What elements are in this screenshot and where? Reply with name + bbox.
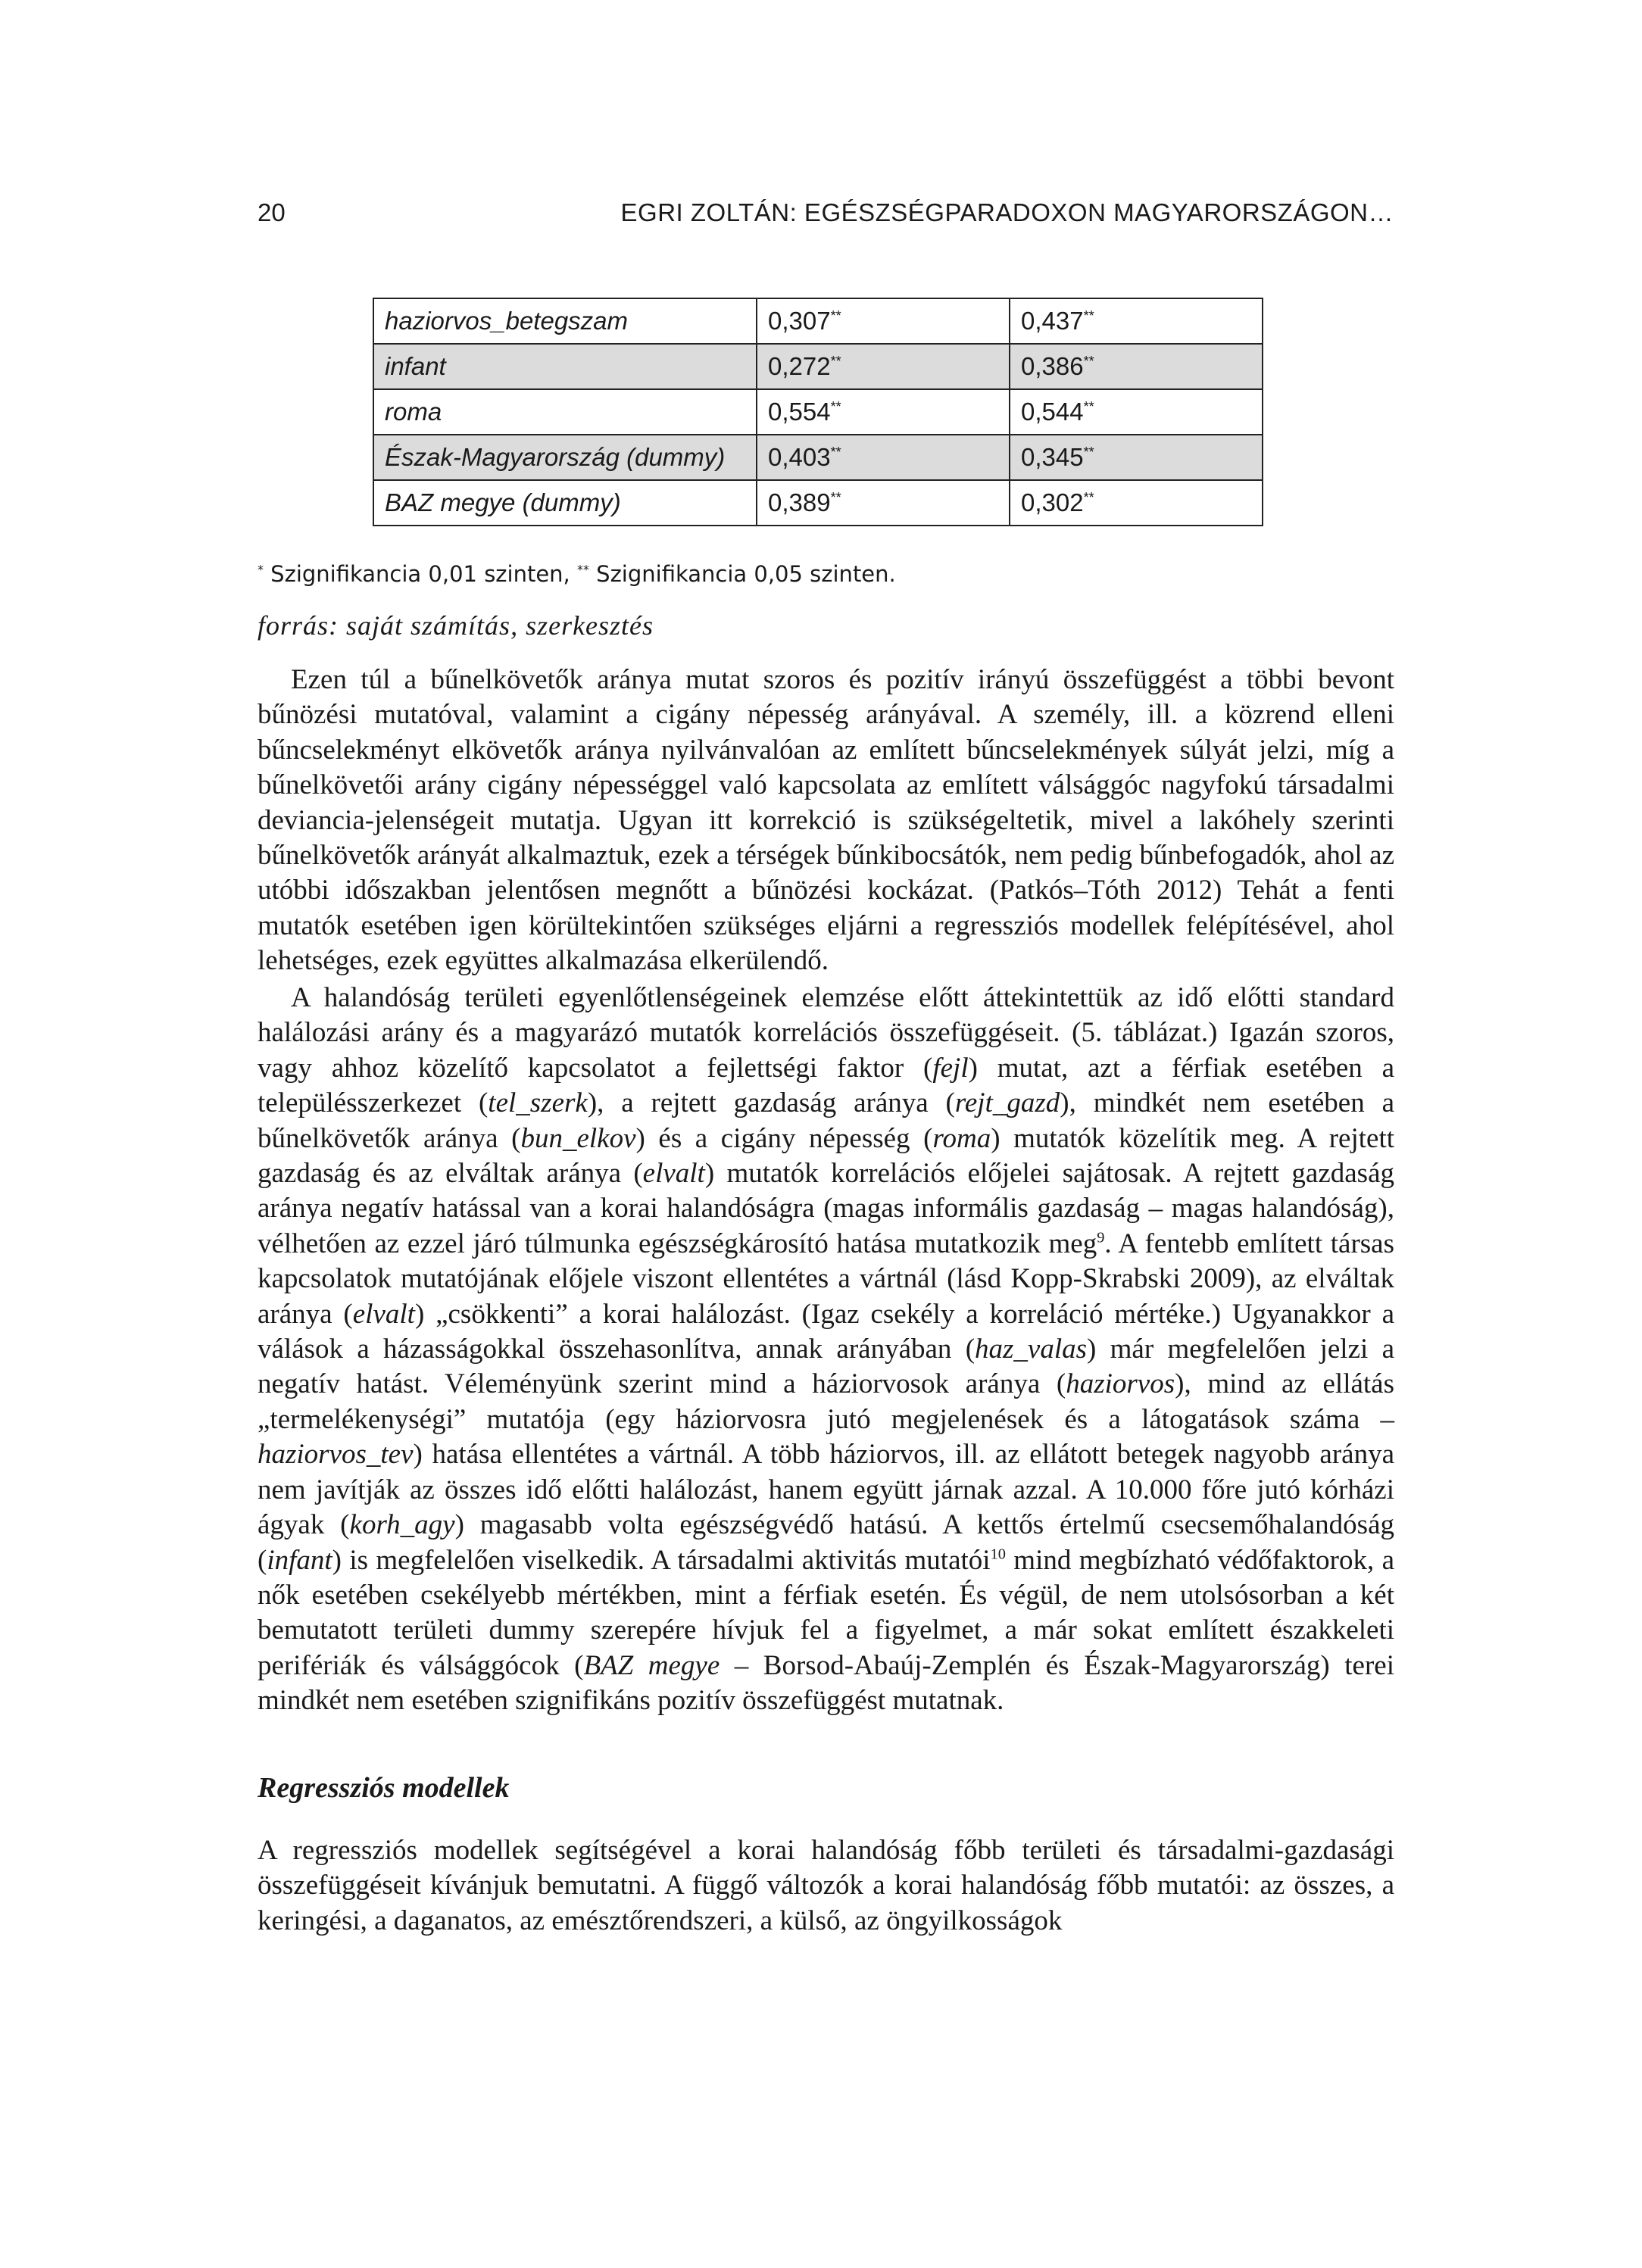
footnote-ref: 10: [990, 1546, 1006, 1563]
table-row: [373, 298, 1263, 344]
table-cell-value: 0,437**: [1010, 298, 1263, 344]
table-cell-value: 0,403**: [757, 435, 1010, 480]
table-cell-value: 0,389**: [757, 480, 1010, 526]
table-cell-value: 0,302**: [1010, 480, 1263, 526]
table-cell-variable: haziorvos_betegszam: [373, 298, 757, 344]
table-cell-variable: infant: [373, 344, 757, 389]
body-paragraph: A regressziós modellek segítségével a korai halandóság főbb területi és társadalmi-gazdasági összefüggéseit kívánjuk bemutatni. A függő változók a korai halandóság főbb mutatói: az összes, a keringési, a daganatos, az emésztőrendszeri, a külső, az öngyilkosságok: [258, 1835, 1394, 1936]
table-cell-value: 0,345**: [1010, 435, 1263, 480]
table-cell-value: 0,386**: [1010, 344, 1263, 389]
table-cell-value: 0,272**: [757, 344, 1010, 389]
running-title: EGRI ZOLTÁN: EGÉSZSÉGPARADOXON MAGYARORSZÁGON…: [620, 198, 1394, 226]
body-paragraph: A halandóság területi egyenlőtlenségeinek elemzése előtt áttekintettük az idő előtti standard halálozási arány és a magyarázó mutatók korrelációs összefüggéseit. (5. táblázat.) Igazán szoros, vagy ahhoz közelítő kapcsolatot a fejlettségi faktor (fejl) mutat, azt a férfiak esetében a településszerkezet (tel_szerk), a rejtett gazdaság aránya (rejt_gazd), mindkét nem esetében a bűnelkövetők aránya (bun_elkov) és a cigány népesség (roma) mutatók közelítik meg. A rejtett gazdaság és az elváltak aránya (elvalt) mutatók korrelációs előjelei sajátosak. A rejtett gazdaság aránya negatív hatással van a korai halandóságra (magas informális gazdaság – magas halandóság), vélhetően az ezzel járó túlmunka egészségkárosító hatása mutatkozik meg$^9$. A fentebb említett társas kapcsolatok mutatójának előjele viszont ellentétes a vártnál (lásd Kopp-Skrabski 2009), az elváltak aránya (elvalt) „csökkenti” a korai halálozást. (Igaz csekély a korreláció mértéke.) Ugyanakkor a válások a házasságokkal összehasonlítva, annak arányában (haz_valas) már megfelelően jelzi a negatív hatást. Véleményünk szerint mind a háziorvosok aránya (haziorvos), mind az ellátás „termelékenységi” mutatója (egy háziorvosra jutó megjelenések és a látogatások száma – haziorvos_tev) hatása ellentétes a vártnál. A több háziorvos, ill. az ellátott betegek nagyobb aránya nem javítják az összes idő előtti halálozást, hanem együtt járnak azzal. A 10.000 főre jutó kórházi ágyak (korh_agy) magasabb volta egészségvédő hatású. A kettős értelmű csecsemőhalandóság (infant) is megfelelően viselkedik. A társadalmi aktivitás mutatói$^{10}$ mind megbízható védőfaktorok, a nők esetében csekélyebb mértékben, mint a férfiak esetén. És végül, de nem utolsósorban a két bemutatott területi dummy szerepére hívjuk fel a figyelmet, a már sokat említett északkeleti perifériák és válsággócok (BAZ megye – Borsod-Abaúj-Zemplén és Észak-Magyarország) terei mindkét nem esetében szignifikáns pozitív összefüggést mutatnak.: [258, 982, 1395, 1717]
table-row: [373, 435, 1263, 480]
body-paragraph: Ezen túl a bűnelkövetők aránya mutat szoros és pozitív irányú összefüggést a többi bevont bűnözési mutatóval, valamint a cigány népesség arányával. A személy, ill. a közrend elleni bűncselekményt elkövetők aránya nyilvánvalóan az említett bűncselekmények súlyát jelzi, míg a bűnelkövetői arány cigány népességgel való kapcsolata az említett válsággóc nagyfokú társadalmi deviancia-jelenségeit mutatja. Ugyan itt korrekció is szükségeltetik, mivel a lakóhely szerinti bűnelkövetők arányát alkalmaztuk, ezek a térségek bűnkibocsátók, nem pedig bűnbefogadók, ahol az utóbbi időszakban jelentősen megnőtt a bűnözési kockázat. (Patkós–Tóth 2012) Tehát a fenti mutatók esetében igen körültekintően szükséges eljárni a regressziós modellek felépítésével, ahol lehetséges, ezek együttes alkalmazása elkerülendő.: [258, 664, 1394, 977]
table-row: [373, 480, 1263, 526]
table-cell-value: 0,544**: [1010, 389, 1263, 435]
footnote-ref: 9: [1097, 1229, 1105, 1246]
table-row: [373, 389, 1263, 435]
section-heading: Regressziós modellek: [258, 1772, 510, 1804]
table-cell-value: 0,307**: [757, 298, 1010, 344]
page-header: [258, 198, 1394, 236]
correlation-table: [373, 298, 1263, 526]
page-number: 20: [258, 198, 286, 226]
table-cell-variable: roma: [373, 389, 757, 435]
table-row: [373, 344, 1263, 389]
table-cell-variable: BAZ megye (dummy): [373, 480, 757, 526]
table-cell-variable: Észak-Magyarország (dummy): [373, 435, 757, 480]
table-footnote: * Szignifikancia 0,01 szinten, ** Szignifikancia 0,05 szinten.: [258, 561, 896, 587]
table-source: forrás: saját számítás, szerkesztés: [258, 610, 654, 641]
table-cell-value: 0,554**: [757, 389, 1010, 435]
